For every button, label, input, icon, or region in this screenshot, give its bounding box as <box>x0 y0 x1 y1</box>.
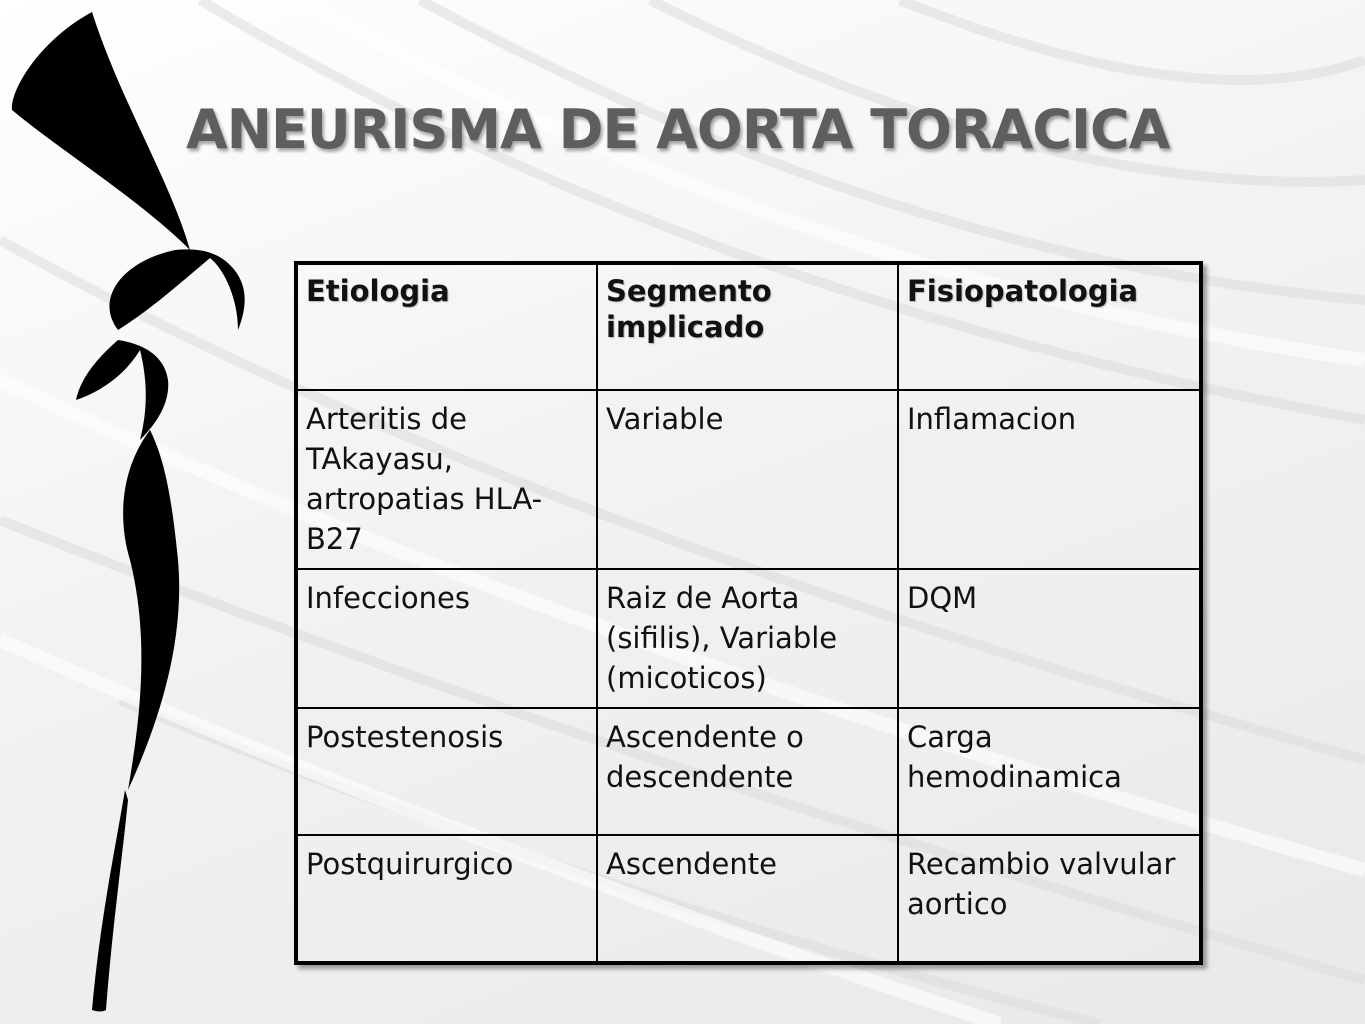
cell-etiologia: Arteritis de TAkayasu, artropatias HLA-B27 <box>296 390 597 569</box>
cell-fisiopatologia: Recambio valvular aortico <box>898 835 1201 963</box>
table-row <box>296 708 1201 835</box>
header-segmento-implicado: Segmento implicado <box>597 263 898 390</box>
page-title: ANEURISMA DE AORTA TORACICA <box>186 98 1170 161</box>
table-row <box>296 390 1201 569</box>
header-etiologia: Etiologia <box>296 263 597 390</box>
cell-etiologia: Postquirurgico <box>296 835 597 963</box>
cell-etiologia: Infecciones <box>296 569 597 708</box>
ribbon-ornament <box>12 12 245 1012</box>
table-row <box>296 569 1201 708</box>
cell-etiologia: Postestenosis <box>296 708 597 835</box>
cell-segmento: Raiz de Aorta (sifilis), Variable (micoticos) <box>597 569 898 708</box>
cell-segmento: Ascendente <box>597 835 898 963</box>
etiology-table <box>294 261 1203 965</box>
table-header-row <box>296 263 1201 390</box>
header-fisiopatologia: Fisiopatologia <box>898 263 1201 390</box>
cell-segmento: Ascendente o descendente <box>597 708 898 835</box>
cell-fisiopatologia: DQM <box>898 569 1201 708</box>
cell-segmento: Variable <box>597 390 898 569</box>
cell-fisiopatologia: Carga hemodinamica <box>898 708 1201 835</box>
table-row <box>296 835 1201 963</box>
cell-fisiopatologia: Inflamacion <box>898 390 1201 569</box>
